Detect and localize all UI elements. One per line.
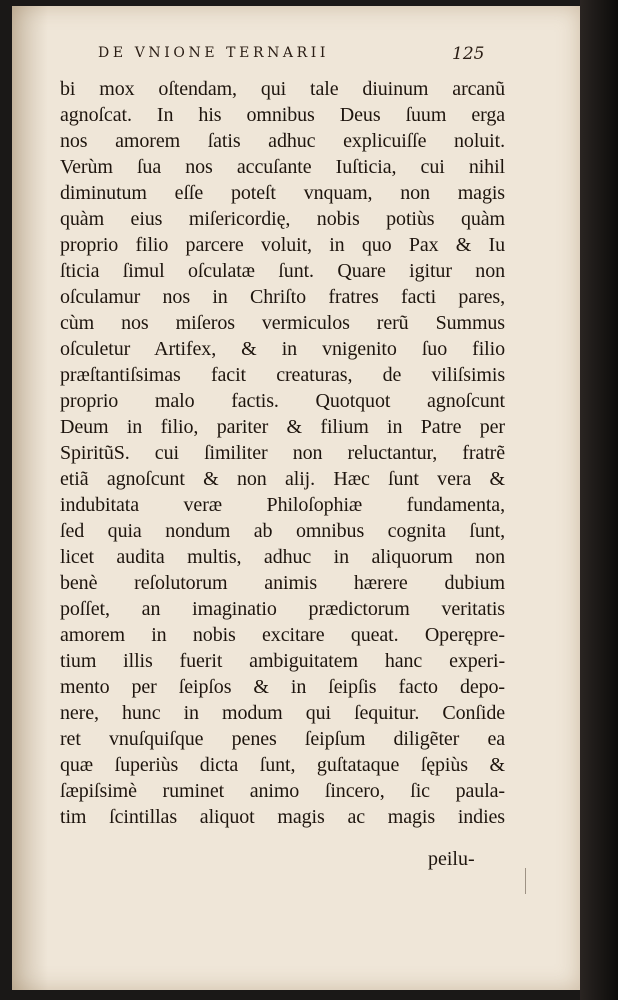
text-line: agnoſcat. In his omnibus Deus ſuum erga: [60, 104, 505, 126]
text-line: SpiritũS. cui ſimiliter non reluctantur, fratrẽ: [60, 442, 505, 464]
text-line: poſſet, an imaginatio prædictorum veritatis: [60, 598, 505, 620]
text-line: Verùm ſua nos accuſante Iuſticia, cui nihil: [60, 156, 505, 178]
text-line: oſculetur Artifex, & in vnigenito ſuo filio: [60, 338, 505, 360]
text-line: nos amorem ſatis adhuc explicuiſſe noluit.: [60, 130, 505, 152]
text-line: proprio malo factis. Quotquot agnoſcunt: [60, 390, 505, 412]
body-text: [60, 76, 505, 830]
text-line: præſtantiſsimas facit creaturas, de viliſsimis: [60, 364, 505, 386]
text-line: tim ſcintillas aliquot magis ac magis indies: [60, 806, 505, 828]
scan-background-edge: [580, 0, 618, 1000]
text-line: amorem in nobis excitare queat. Operępre-: [60, 624, 505, 646]
page-number: 125: [452, 44, 485, 64]
text-line: ret vnuſquiſque penes ſeipſum diligẽter ea: [60, 728, 505, 750]
text-line: tium illis fuerit ambiguitatem hanc experi-: [60, 650, 505, 672]
text-line: oſculamur nos in Chriſto fratres facti pares,: [60, 286, 505, 308]
text-line: mento per ſeipſos & in ſeipſis facto depo-: [60, 676, 505, 698]
text-line: ſticia ſimul oſculatæ ſunt. Quare igitur non: [60, 260, 505, 282]
text-line: ſæpiſsimè ruminet animo ſincero, ſic paula-: [60, 780, 505, 802]
text-line: quàm eius miſericordię, nobis potiùs quàm: [60, 208, 505, 230]
text-line: bi mox oſtendam, qui tale diuinum arcanũ: [60, 78, 505, 100]
text-line: quæ ſuperiùs dicta ſunt, guſtataque ſępiùs &: [60, 754, 505, 776]
text-line: Deum in filio, pariter & filium in Patre per: [60, 416, 505, 438]
text-line: etiã agnoſcunt & non alij. Hæc ſunt vera &: [60, 468, 505, 490]
text-line: diminutum eſſe poteſt vnquam, non magis: [60, 182, 505, 204]
page-edge-mark: [525, 868, 526, 894]
text-line: indubitata veræ Philoſophiæ fundamenta,: [60, 494, 505, 516]
text-line: ſed quia nondum ab omnibus cognita ſunt,: [60, 520, 505, 542]
running-head: DE VNIONE TERNARII: [98, 45, 330, 61]
page-gutter-shadow: [12, 6, 48, 990]
text-line: cùm nos miſeros vermiculos rerũ Summus: [60, 312, 505, 334]
text-line: proprio filio parcere voluit, in quo Pax & Iu: [60, 234, 505, 256]
text-line: nere, hunc in modum qui ſequitur. Conſide: [60, 702, 505, 724]
text-line: licet audita multis, adhuc in aliquorum non: [60, 546, 505, 568]
catchword: peilu-: [428, 848, 475, 870]
text-line: benè reſolutorum animis hærere dubium: [60, 572, 505, 594]
